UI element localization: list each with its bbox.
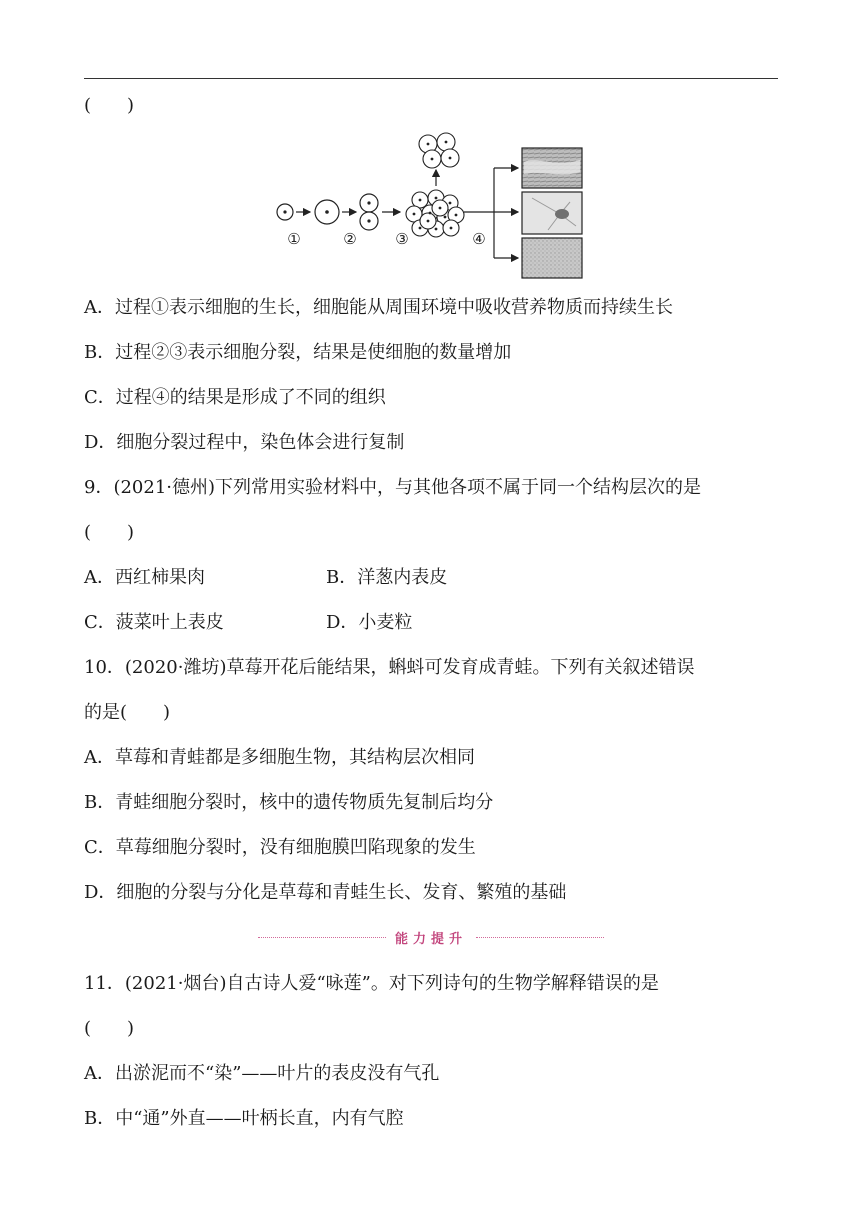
q11-stem: 11．(2021·烟台)自古诗人爱“咏莲”。对下列诗句的生物学解释错误的是: [84, 973, 659, 994]
q9-stem: 9．(2021·德州)下列常用实验材料中，与其他各项不属于同一个结构层次的是: [84, 477, 702, 498]
single-cell: [277, 204, 293, 220]
divider-dots-left: [258, 937, 386, 938]
two-cells: [360, 194, 378, 230]
q10-option-a: A．草莓和青蛙都是多细胞生物，其结构层次相同: [84, 747, 475, 768]
upper-cell-group: [419, 133, 459, 168]
q9-option-d: D．小麦粒: [326, 612, 413, 633]
step-label-1: ①: [287, 230, 301, 248]
grown-cell: [315, 200, 339, 224]
q11-bracket: ( ): [84, 1018, 135, 1039]
q10-stem-line2: 的是( ): [84, 702, 171, 723]
q8-option-d: D．细胞分裂过程中，染色体会进行复制: [84, 432, 405, 453]
q11-option-a: A．出淤泥而不“染”——叶片的表皮没有气孔: [84, 1063, 440, 1084]
q9-bracket: ( ): [84, 522, 135, 543]
q10-option-d: D．细胞的分裂与分化是草莓和青蛙生长、发育、繁殖的基础: [84, 882, 567, 903]
section-title: 能力提升: [394, 932, 467, 947]
tissue-image-1: [522, 148, 582, 188]
tissue-image-2: [522, 192, 582, 234]
step-label-3: ③: [395, 230, 409, 248]
step-label-2: ②: [343, 230, 357, 248]
q11-option-b: B．中“通”外直——叶柄长直，内有气腔: [84, 1108, 404, 1129]
q10-stem-line1: 10．(2020·潍坊)草莓开花后能结果，蝌蚪可发育成青蛙。下列有关叙述错误: [84, 657, 695, 678]
cell-division-differentiation-diagram: [270, 128, 590, 286]
step-label-4: ④: [472, 230, 486, 248]
tissue-image-3: [522, 238, 582, 278]
q10-option-c: C．草莓细胞分裂时，没有细胞膜凹陷现象的发生: [84, 837, 476, 858]
q9-option-a: A．西红柿果肉: [84, 567, 205, 588]
answer-bracket: ( ): [84, 95, 135, 116]
q8-option-b: B．过程②③表示细胞分裂，结果是使细胞的数量增加: [84, 342, 512, 363]
q9-option-c: C．菠菜叶上表皮: [84, 612, 224, 633]
q8-option-c: C．过程④的结果是形成了不同的组织: [84, 387, 386, 408]
q10-option-b: B．青蛙细胞分裂时，核中的遗传物质先复制后均分: [84, 792, 494, 813]
section-divider: [258, 927, 604, 947]
q9-option-b: B．洋葱内表皮: [326, 567, 448, 588]
q8-option-a: A．过程①表示细胞的生长，细胞能从周围环境中吸收营养物质而持续生长: [84, 297, 673, 318]
divider-dots-right: [476, 937, 604, 938]
header-rule: [84, 78, 778, 79]
